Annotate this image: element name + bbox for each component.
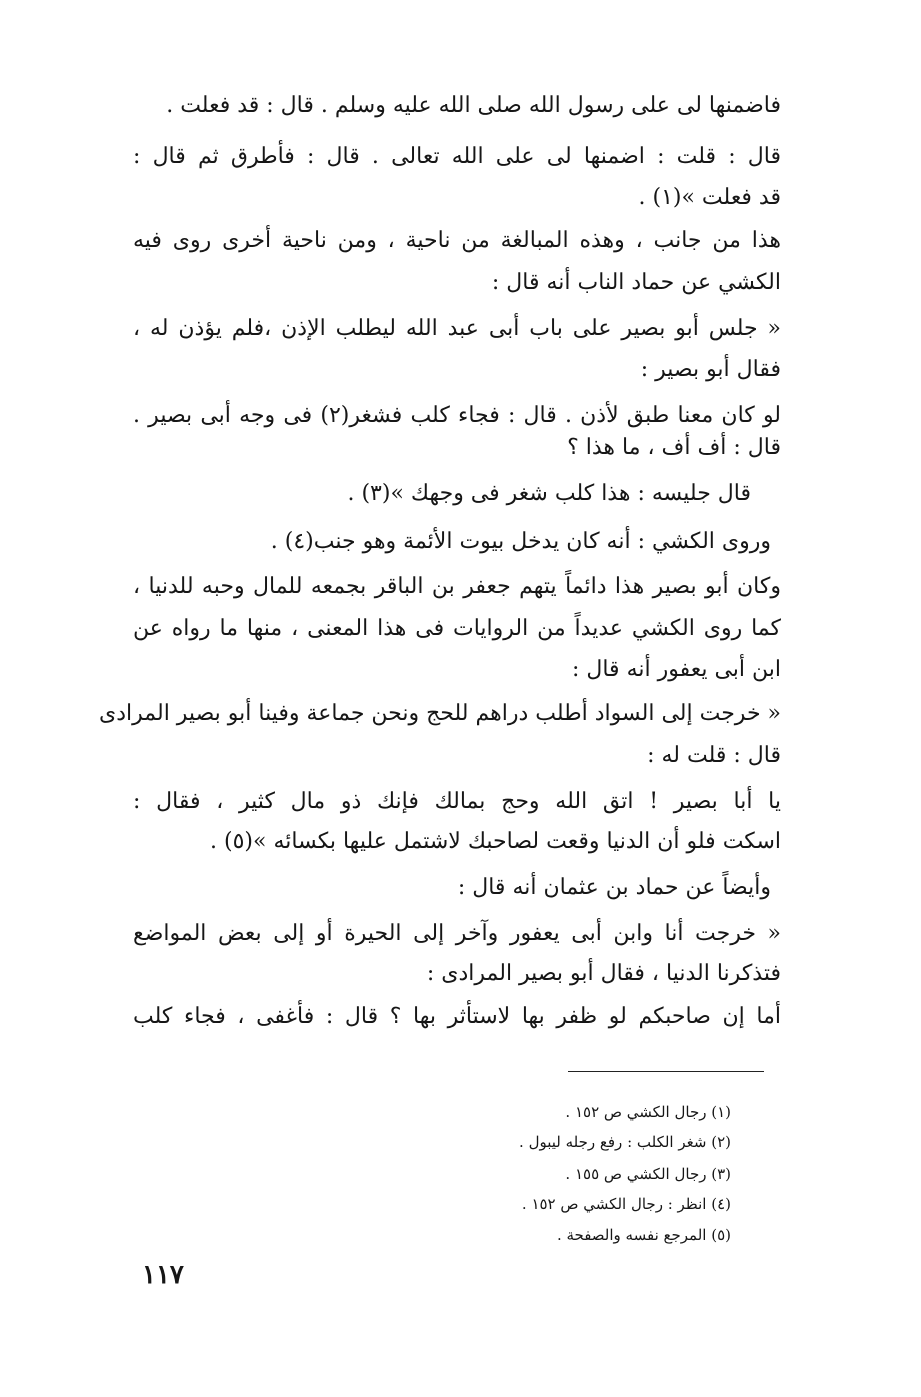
body-line: هذا من جانب ، وهذه المبالغة من ناحية ، ومن ناحية أخرى روى فيه [133,228,781,253]
body-line: كما روى الكشي عديداً من الروايات فى هذا المعنى ، منها ما رواه عن [133,616,781,641]
footnote-separator [568,1071,764,1072]
body-line: وأيضاً عن حماد بن عثمان أنه قال : [457,875,771,900]
quote-line: « خرجت أنا وابن أبى يعفور وآخر إلى الحيرة أو إلى بعض المواضع [133,921,781,946]
footnote: (٤) انظر : رجال الكشي ص ١٥٢ . [521,1195,731,1213]
quote-line: أما إن صاحبكم لو ظفر بها لاستأثر بها ؟ قال : فأغفى ، فجاء كلب [133,1004,781,1029]
body-line: فاضمنها لى على رسول الله صلى الله عليه وسلم . قال : قد فعلت . [166,93,781,118]
body-line: ابن أبى يعفور أنه قال : [571,657,781,682]
body-line: قال : قلت : اضمنها لى على الله تعالى . قال : فأطرق ثم قال : [133,144,781,169]
quote-line: فتذكرنا الدنيا ، فقال أبو بصير المرادى : [426,961,781,986]
quote-line: قال جليسه : هذا كلب شغر فى وجهك »(٣) . [347,481,751,506]
body-line: قد فعلت »(١) . [638,185,781,210]
page-number: ١١٧ [142,1260,184,1290]
body-line: وروى الكشي : أنه كان يدخل بيوت الأئمة وهو جنب(٤) . [270,529,771,554]
quote-line: « خرجت إلى السواد أطلب دراهم للحج ونحن جماعة وفينا أبو بصير المرادى [99,701,781,726]
footnote: (٢) شغر الكلب : رفع رجله ليبول . [519,1133,731,1151]
quote-line: لو كان معنا طبق لأذن . قال : فجاء كلب فشغر(٢) فى وجه أبى بصير . [133,403,782,428]
footnote: (٥) المرجع نفسه والصفحة . [556,1226,731,1244]
quote-line: « جلس أبو بصير على باب أبى عبد الله ليطلب الإذن ،فلم يؤذن له ، [133,316,781,341]
body-line: وكان أبو بصير هذا دائماً يتهم جعفر بن الباقر بجمعه للمال وحبه للدنيا ، [133,574,781,599]
quote-line: قال : أف أف ، ما هذا ؟ [567,435,781,460]
quote-line: قال : قلت له : [647,743,781,768]
footnote: (١) رجال الكشي ص ١٥٢ . [565,1103,731,1121]
footnote: (٣) رجال الكشي ص ١٥٥ . [565,1165,731,1183]
body-line: الكشي عن حماد الناب أنه قال : [491,270,781,295]
quote-line: يا أبا بصير ! اتق الله وحج بمالك فإنك ذو مال كثير ، فقال : [133,789,781,814]
quote-line: فقال أبو بصير : [640,357,781,382]
quote-line: اسكت فلو أن الدنيا وقعت لصاحبك لاشتمل عليها بكسائه »(٥) . [210,829,781,854]
